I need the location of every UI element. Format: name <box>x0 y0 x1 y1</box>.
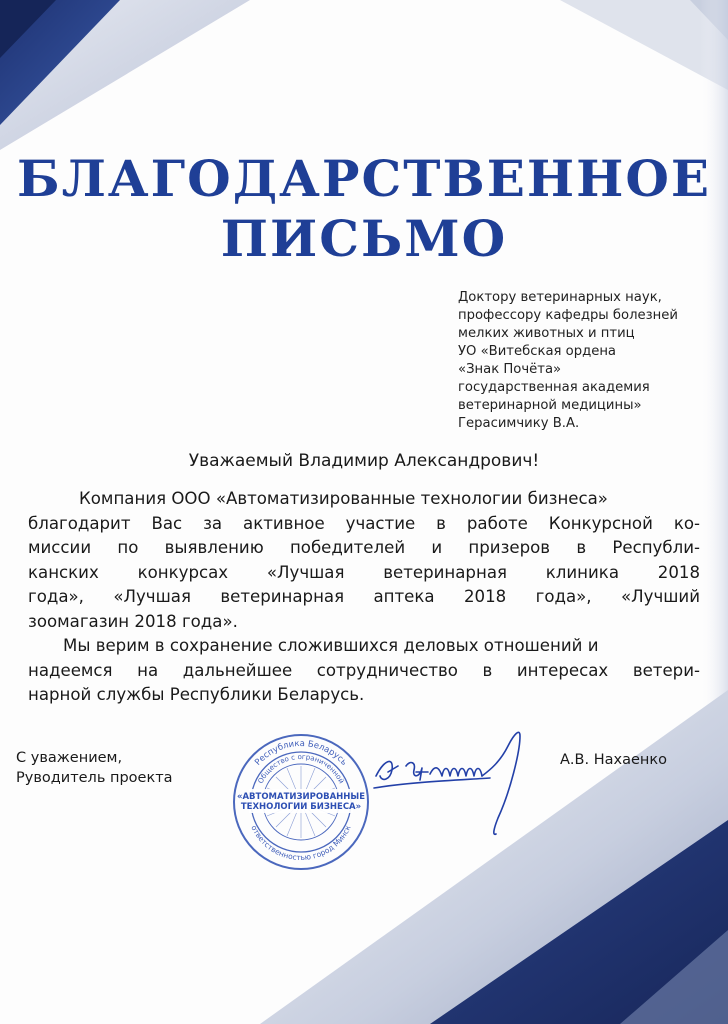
letter-body <box>28 487 700 708</box>
body-line: Компания ООО «Автоматизированные технологии бизнеса» <box>79 489 608 508</box>
body-line: благодарит Вас за активное участие в работе Конкурсной ко- <box>28 513 700 533</box>
body-line: года», «Лучшая ветеринарная аптека 2018 года», «Лучший <box>28 587 700 606</box>
closing-position: Руводитель проекта <box>16 770 173 786</box>
addressee-line: Доктору ветеринарных наук, <box>458 290 662 305</box>
addressee-line: мелких животных и птиц <box>458 326 635 341</box>
stamp-center-line2: ТЕХНОЛОГИИ БИЗНЕСА» <box>240 802 362 812</box>
body-line: канских конкурсах «Лучшая ветеринарная клиника 2018 <box>28 562 700 582</box>
closing-block <box>16 748 173 788</box>
company-stamp <box>231 732 371 872</box>
stamp-inner-arc: Общество с ограниченной <box>256 752 346 785</box>
letter-title-line2: ПИСЬМО <box>220 209 508 268</box>
addressee-line: УО «Витебская ордена <box>458 344 617 359</box>
stamp-center-line1: «АВТОМАТИЗИРОВАННЫЕ <box>236 792 366 802</box>
handwritten-signature <box>370 722 530 852</box>
body-line: Мы верим в сохранение сложившихся деловых отношений и <box>63 636 599 655</box>
addressee-line: «Знак Почёта» <box>458 362 562 377</box>
body-line: зоомагазин 2018 года». <box>28 611 238 631</box>
body-line: надеемся на дальнейшее сотрудничество в интересах ветери- <box>28 660 700 680</box>
body-line: миссии по выявлению победителей и призеров в Республи- <box>28 538 700 557</box>
signer-name: А.В. Нахаенко <box>560 752 667 768</box>
addressee-line: ветеринарной медицины» <box>458 398 642 413</box>
greeting: Уважаемый Владимир Александрович! <box>188 451 540 471</box>
letter-title-line1: БЛАГОДАРСТВЕННОЕ <box>16 149 712 208</box>
closing-regards: С уважением, <box>16 750 123 766</box>
body-line: нарной службы Республики Беларусь. <box>28 685 365 704</box>
stamp-outer-top: Республика Беларусь <box>253 738 349 768</box>
addressee-line: государственная академия <box>458 380 650 395</box>
addressee-line: Герасимчику В.А. <box>458 416 580 431</box>
stamp-outer-bottom: ответственностью город Минск <box>249 823 353 863</box>
addressee-block <box>458 289 718 433</box>
addressee-line: профессору кафедры болезней <box>458 308 678 323</box>
